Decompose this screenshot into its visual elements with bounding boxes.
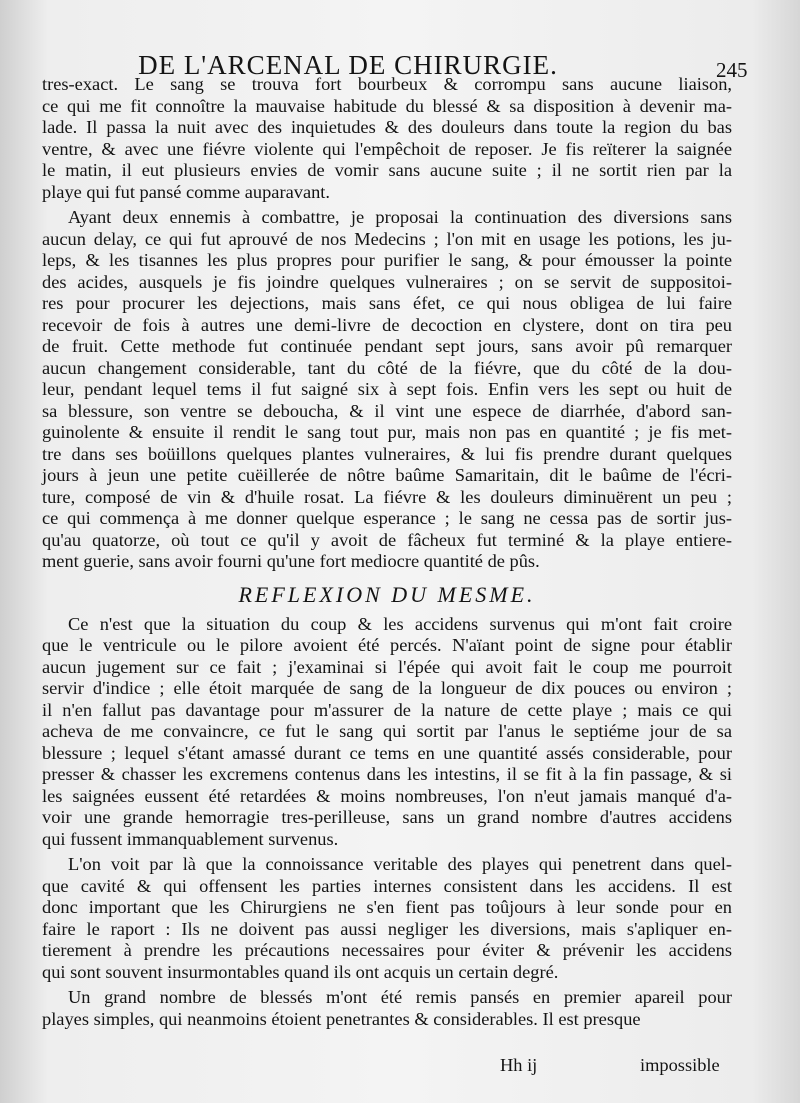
- text-line: qui fussent immanquablement survenus.: [42, 828, 339, 849]
- text-line: presser & chasser les excremens contenus dans les intestins, il se fit à la fin passage, & si: [42, 764, 732, 784]
- text-line: ce qui commença à me donner quelque esperance ; le sang ne cessa pas de sortir jus-: [42, 508, 732, 528]
- text-line: recevoir de fois à autres une demi-livre de decoction en clystere, dont on tira peu: [42, 314, 732, 335]
- text-line: les saignées eussent été retardées & moins nombreuses, l'on n'eut jamais manqué d'a-: [42, 785, 732, 806]
- text-line: qui sont souvent insurmontables quand ils ont acquis un certain degré.: [42, 961, 559, 982]
- text-line: tre dans ses boüillons quelques plantes vulneraires, & lui fis prendre durant quelques: [42, 443, 732, 464]
- text-line: voir une grande hemorragie tres-perilleuse, sans un grand nombre d'autres accidens: [42, 807, 732, 827]
- text-line: que cavité & qui offensent les parties internes consistent dans les accidens. Il est: [42, 875, 732, 896]
- text-line: aucun jugement sur ce fait ; j'examinai si l'épée qui avoit fait le coup me pourroit: [42, 656, 732, 677]
- text-line: leps, & les tisannes les plus propres pour purifier le sang, & pour émousser la pointe: [42, 250, 732, 270]
- text-line: L'on voit par là que la connoissance veritable des playes qui penetrent dans quel-: [68, 854, 732, 874]
- running-head: DE L'ARCENAL DE CHIRURGIE.: [138, 50, 558, 80]
- text-line: guinolente & ensuite il rendit le sang tout pur, mais non pas en quantité ; je fis met-: [42, 422, 732, 442]
- text-line: des acides, ausquels je fis joindre quelques vulneraires ; on se servit de suppositoi-: [42, 271, 732, 292]
- text-line: acheva de me convaincre, ce fut le sang qui sortit par l'anus le septiéme jour de sa: [42, 721, 732, 741]
- text-line: aucun changement considerable, tant du côté de la fiévre, que du côté de la dou-: [42, 357, 732, 378]
- text-line: blessure ; lequel s'étant amassé durant ce tems en une quantité assés considerable, pour: [42, 742, 732, 763]
- section-title: REFLEXION DU MESME.: [238, 581, 536, 607]
- text-line: playe qui fut pansé comme auparavant.: [42, 181, 331, 202]
- text-line: ture, composé de vin & d'huile rosat. La fiévre & les douleurs diminuërent un peu ;: [42, 486, 732, 507]
- text-line: tres-exact. Le sang se trouva fort bourbeux & corrompu sans aucune liaison,: [42, 74, 732, 94]
- text-line: ventre, & avec une fiévre violente qui l'empêchoit de reposer. Je fis reïterer la saignée: [42, 138, 732, 159]
- text-line: que le ventricule ou le pilore avoient été percés. N'aïant point de signe pour établir: [42, 635, 732, 655]
- text-line: de fruit. Cette methode fut continuée pendant sept jours, sans avoir pû remarquer: [42, 336, 732, 356]
- text-line: Un grand nombre de blessés m'ont été remis pansés en premier apareil pour: [68, 987, 732, 1007]
- text-line: Ayant deux ennemis à combattre, je proposai la continuation des diversions sans: [68, 207, 732, 227]
- signature-mark: Hh ij: [500, 1055, 538, 1075]
- text-line: res pour procurer les dejections, mais sans éfet, ce qui nous obligea de lui faire: [42, 293, 732, 313]
- text-line: faire le raport : Ils ne doivent pas aussi negliger les diversions, mais s'apliquer en-: [42, 918, 732, 939]
- text-line: servir d'indice ; elle étoit marquée de sang de la longueur de dix pouces ou environ ;: [42, 678, 732, 698]
- text-line: jours à jeun une petite cuëillerée de nôtre baûme Samaritain, dit le baûme de l'écri-: [42, 465, 732, 485]
- text-line: sa blessure, son ventre se deboucha, & il vint une espece de diarrhée, d'abord san-: [42, 400, 732, 421]
- text-line: ment guerie, sans avoir fourni qu'une fort mediocre quantité de pûs.: [42, 551, 540, 571]
- body-text: [42, 74, 732, 1030]
- text-line: ce qui me fit connoître la mauvaise habitude du blessé & sa disposition à devenir ma-: [42, 95, 732, 116]
- text-line: donc important que les Chirurgiens ne s'en fient pas toûjours à leur sonde pour en: [42, 897, 732, 917]
- text-line: qu'au quatorze, où tout ce qu'il y avoit de fâcheux fut terminé & la playe entiere-: [42, 529, 732, 550]
- page-number: 245: [716, 58, 748, 82]
- text-line: Ce n'est que la situation du coup & les accidens survenus qui m'ont fait croire: [68, 613, 732, 634]
- text-line: leur, pendant lequel tems il fut saigné six à sept fois. Enfin vers les sept ou huit de: [42, 379, 732, 399]
- text-line: playes simples, qui neanmoins étoient penetrantes & considerables. Il est presque: [42, 1008, 641, 1029]
- catchword: impossible: [640, 1055, 720, 1075]
- text-line: lade. Il passa la nuit avec des inquietudes & des douleurs dans toute la region du bas: [42, 117, 732, 137]
- text-line: aucun delay, ce qui fut aprouvé de nos Medecins ; l'on mit en usage les potions, les ju-: [42, 228, 732, 249]
- text-line: le matin, il eut plusieurs envies de vomir sans aucune suite ; il ne sortit rien par la: [42, 160, 732, 180]
- text-line: il n'en fallut pas davantage pour m'assurer de la nature de cette playe ; mais ce qui: [42, 699, 732, 720]
- text-line: tierement à prendre les précautions necessaires pour éviter & prévenir les accidens: [42, 940, 732, 960]
